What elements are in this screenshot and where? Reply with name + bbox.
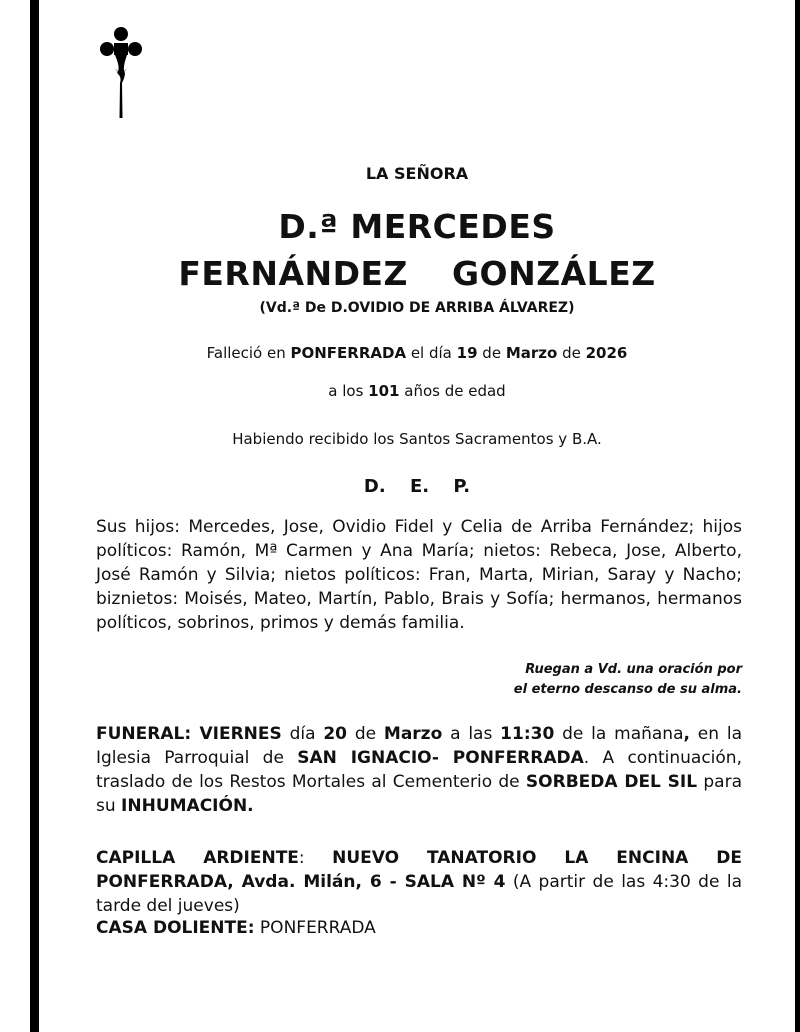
widow-of: (Vd.ª De D.OVIDIO DE ARRIBA ÁLVAREZ) [259,300,575,316]
capilla-paragraph: CAPILLA ARDIENTE: NUEVO TANATORIO LA ENCINA DE PONFERRADA, Avda. Milán, 6 - SALA Nº 4 (A partir de las 4:30 de la tarde del jueves) [96,848,742,916]
sacraments-line: Habiendo recibido los Santos Sacramentos y B.A. [232,430,602,448]
dep-line: D. E. P. [363,476,471,497]
left-border [30,0,39,1032]
family-paragraph: Sus hijos: Mercedes, Jose, Ovidio Fidel y Celia de Arriba Fernández; hijos políticos: Ramón, Mª Carmen y Ana María; nietos: Rebeca, Jose, Alberto, José Ramón y Silvia; nietos políticos: Fran, Marta, Mirian, Saray y Nacho; biznietos: Moisés, Mateo, Martín, Pablo, Brais y Sofía; hermanos, hermanos políticos, sobrinos, primos y demás familia. [96,517,742,633]
prayer-line2: el eterno descanso de su alma. [513,682,742,697]
title-label: LA SEÑORA [365,164,469,183]
prayer-line1: Ruegan a Vd. una oración por [525,662,742,677]
casa-paragraph: CASA DOLIENTE: PONFERRADA [96,918,376,938]
deceased-name-line1: D.ª MERCEDES [278,207,556,246]
cross-icon [98,25,144,120]
funeral-paragraph: FUNERAL: VIERNES día 20 de Marzo a las 11:30 de la mañana, en la Iglesia Parroquial de SAN IGNACIO- PONFERRADA. A continuación, traslado de los Restos Mortales al Cementerio de SORBEDA DEL SIL para su INHUMACIÓN. [96,724,742,816]
age-line: a los 101 años de edad [328,382,506,400]
death-line: Falleció en PONFERRADA el día 19 de Marzo de 2026 [206,344,628,362]
deceased-name-line2: FERNÁNDEZ GONZÁLEZ [178,254,656,293]
right-border [795,0,800,1032]
